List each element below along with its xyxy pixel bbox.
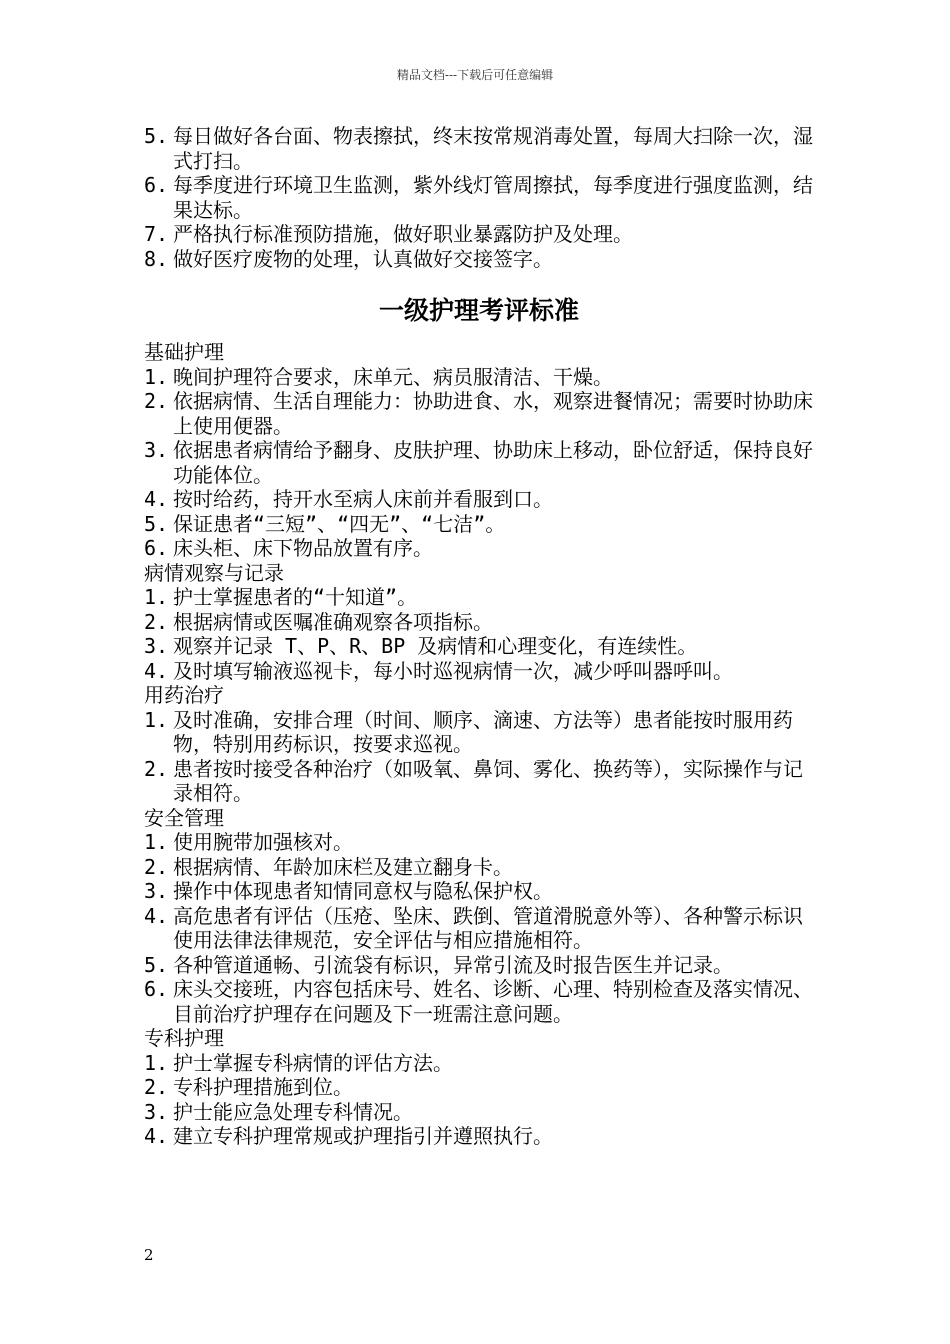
list-item [144, 610, 814, 635]
list-item-text: 各种管道通畅、引流袋有标识，异常引流及时报告医生并记录。 [173, 952, 733, 977]
list-item-number: 6. [144, 173, 169, 197]
list-item-text: 每季度进行环境卫生监测，紫外线灯管周擦拭，每季度进行强度监测，结果达标。 [173, 173, 813, 222]
list-item-number: 1. [144, 830, 169, 854]
list-item-number: 6. [144, 536, 169, 560]
list-item-number: 3. [144, 438, 169, 462]
list-item [144, 173, 814, 222]
list-item [144, 389, 814, 438]
list-item-text: 按时给药，持开水至病人床前并看服到口。 [173, 487, 553, 511]
list-item-text: 观察并记录 T、P、R、BP 及病情和心理变化，有连续性。 [173, 634, 698, 658]
sections [144, 340, 814, 1149]
list-item [144, 487, 814, 512]
list-item [144, 438, 814, 487]
list-item-number: 2. [144, 1075, 169, 1099]
list-item [144, 634, 814, 659]
section-heading: 专科护理 [144, 1026, 224, 1050]
list-item-text: 床头交接班，内容包括床号、姓名、诊断、心理、特别检查及落实情况、目前治疗护理存在问题及下一班需注意问题。 [173, 977, 813, 1026]
section [144, 683, 814, 806]
list-item-number: 5. [144, 952, 169, 977]
list-item [144, 708, 814, 757]
list-item-text: 及时填写输液巡视卡，每小时巡视病情一次，减少呼叫器呼叫。 [173, 658, 733, 683]
list-item-text: 建立专科护理常规或护理指引并遵照执行。 [173, 1124, 553, 1148]
list-item-text: 依据病情、生活自理能力：协助进食、水，观察进餐情况；需要时协助床上使用便器。 [173, 389, 813, 438]
section [144, 1026, 814, 1149]
list-item-number: 4. [144, 658, 169, 683]
list-item-text: 晚间护理符合要求，床单元、病员服清洁、干燥。 [173, 364, 613, 389]
list-item-number: 5. [144, 511, 169, 536]
list-item-number: 5. [144, 124, 169, 148]
list-item [144, 124, 814, 173]
list-item-number: 2. [144, 609, 169, 634]
list-item-text: 床头柜、床下物品放置有序。 [173, 536, 433, 560]
list-item-text: 根据病情、年龄加床栏及建立翻身卡。 [173, 854, 513, 879]
list-item-text: 专科护理措施到位。 [173, 1075, 353, 1099]
list-item [144, 757, 814, 806]
document-title: 一级护理考评标准 [378, 296, 579, 325]
page-header: 精品文档---下载后可任意编辑 [396, 68, 554, 82]
list-item [144, 1051, 814, 1076]
list-item-text: 使用腕带加强核对。 [173, 830, 353, 854]
list-item-number: 6. [144, 977, 169, 1001]
list-item-number: 2. [144, 389, 169, 413]
list-item-number: 7. [144, 222, 169, 246]
list-item-number: 1. [144, 1050, 169, 1075]
list-item [144, 222, 814, 247]
list-item-text: 做好医疗废物的处理，认真做好交接签字。 [173, 246, 553, 271]
list-item-text: 患者按时接受各种治疗（如吸氧、鼻饲、雾化、换药等），实际操作与记录相符。 [173, 756, 803, 805]
section-heading: 基础护理 [144, 340, 224, 364]
document-body [144, 124, 814, 1149]
list-item-text: 根据病情或医嘱准确观察各项指标。 [173, 609, 493, 634]
list-item-number: 2. [144, 756, 169, 781]
list-item-text: 护士掌握患者的“十知道”。 [173, 585, 418, 609]
list-item [144, 659, 814, 684]
list-item [144, 830, 814, 855]
list-item-number: 4. [144, 903, 169, 928]
list-item-text: 高危患者有评估（压疮、坠床、跌倒、管道滑脱意外等）、各种警示标识使用法律法律规范，安全评估与相应措施相符。 [173, 903, 803, 952]
section-heading: 用药治疗 [144, 683, 224, 707]
section [144, 806, 814, 1027]
list-item-text: 护士掌握专科病情的评估方法。 [173, 1050, 453, 1075]
list-item [144, 585, 814, 610]
list-item-number: 2. [144, 854, 169, 879]
list-item-number: 8. [144, 246, 169, 271]
list-item-text: 护士能应急处理专科情况。 [173, 1099, 413, 1124]
list-item [144, 1100, 814, 1125]
list-item-text: 依据患者病情给予翻身、皮肤护理、协助床上移动，卧位舒适，保持良好功能体位。 [173, 438, 813, 487]
list-item [144, 1124, 814, 1149]
list-item [144, 953, 814, 978]
list-item [144, 365, 814, 390]
list-item [144, 879, 814, 904]
list-item-text: 及时准确，安排合理（时间、顺序、滴速、方法等）患者能按时服用药物，特别用药标识，按要求巡视。 [173, 707, 793, 756]
list-item [144, 247, 814, 272]
list-item-text: 操作中体现患者知情同意权与隐私保护权。 [173, 879, 553, 903]
list-item-number: 3. [144, 879, 169, 903]
list-item [144, 904, 814, 953]
section-heading: 安全管理 [144, 805, 224, 830]
list-item-number: 3. [144, 634, 169, 658]
section-heading: 病情观察与记录 [144, 560, 284, 585]
list-item-number: 3. [144, 1099, 169, 1124]
list-item-number: 1. [144, 585, 169, 609]
list-item [144, 977, 814, 1026]
section [144, 340, 814, 561]
list-item [144, 512, 814, 537]
list-item-number: 1. [144, 364, 169, 389]
page-number: 2 [144, 1246, 154, 1264]
list-item-text: 保证患者“三短”、“四无”、“七洁”。 [173, 511, 506, 536]
list-item [144, 855, 814, 880]
list-item [144, 536, 814, 561]
intro-list [144, 124, 814, 271]
list-item-number: 1. [144, 707, 169, 732]
section [144, 561, 814, 684]
list-item-text: 严格执行标准预防措施，做好职业暴露防护及处理。 [173, 222, 633, 246]
list-item [144, 1075, 814, 1100]
list-item-number: 4. [144, 1124, 169, 1148]
list-item-text: 每日做好各台面、物表擦拭，终末按常规消毒处置，每周大扫除一次，湿式打扫。 [173, 124, 813, 173]
list-item-number: 4. [144, 487, 169, 511]
